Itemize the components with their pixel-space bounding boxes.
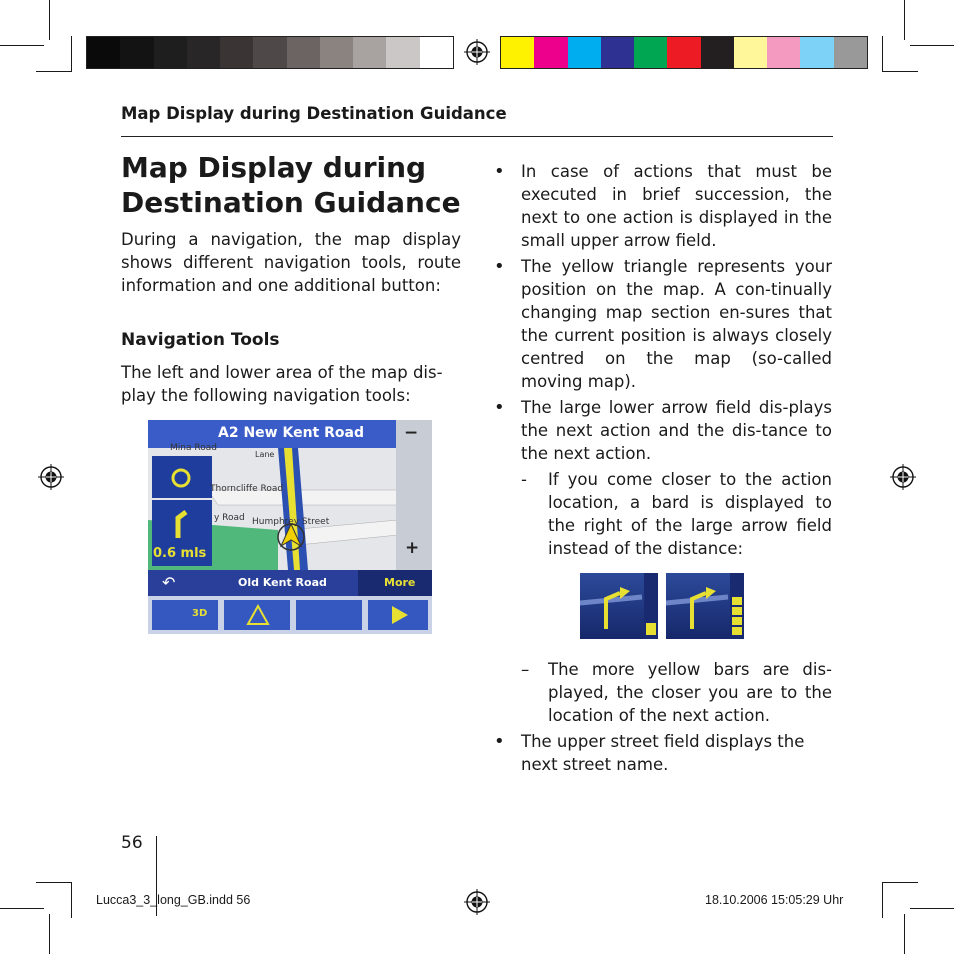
bullet-symbol: •	[494, 397, 505, 418]
top-street-field: A2 New Kent Road	[218, 425, 364, 441]
bullet-symbol: •	[494, 256, 505, 277]
bullet-symbol: •	[494, 161, 505, 182]
color-swatch	[534, 37, 567, 68]
section-heading: Navigation Tools	[121, 330, 280, 350]
map-label: Mina Road	[170, 443, 217, 453]
color-swatch	[834, 37, 867, 68]
gray-swatch	[154, 37, 187, 68]
crop-mark	[910, 908, 954, 909]
arrow-field-image	[580, 573, 658, 639]
color-swatch	[701, 37, 734, 68]
bullet-text: The yellow triangle represents your position on the map. A con-tinually changing map section en-sures that the current position is always closely centred on the map (so-called moving map).	[521, 257, 832, 391]
footer-file-info: Lucca3_3_long_GB.indd 56	[96, 893, 251, 907]
crop-mark	[882, 882, 918, 883]
intro-paragraph: During a navigation, the map display shows different navigation tools, route information and one additional button:	[121, 230, 461, 295]
gray-swatch	[120, 37, 153, 68]
list-item	[494, 160, 832, 252]
gray-swatch	[220, 37, 253, 68]
gray-swatch	[420, 37, 453, 68]
footer-timestamp: 18.10.2006 15:05:29 Uhr	[705, 893, 844, 907]
sub-list-item	[494, 658, 832, 727]
list-item	[494, 255, 832, 393]
registration-mark-icon	[464, 39, 490, 65]
crop-mark	[71, 36, 72, 72]
crop-mark	[882, 882, 883, 918]
crop-mark	[49, 0, 50, 40]
bullet-symbol: •	[494, 731, 505, 752]
dash-marker: -	[521, 470, 527, 489]
color-swatch	[734, 37, 767, 68]
list-item	[494, 730, 832, 776]
crop-mark	[904, 0, 905, 40]
sub-list-item	[494, 468, 832, 560]
gray-swatch	[320, 37, 353, 68]
crop-mark	[0, 45, 44, 46]
gray-swatch	[87, 37, 120, 68]
gray-calibration-bar	[86, 36, 454, 69]
bullet-text: The large lower arrow field dis-plays the next action and the dis-tance to the next action.	[521, 398, 832, 463]
color-swatch	[601, 37, 634, 68]
crop-mark	[36, 882, 72, 883]
bullet-text: In case of actions that must be executed in brief succession, the next to one action is displayed in the small upper arrow field.	[521, 162, 832, 250]
arrow-field-image	[666, 573, 744, 639]
bullet-list	[494, 160, 832, 563]
page-number: 56	[121, 833, 143, 853]
color-calibration-bar	[500, 36, 868, 69]
crop-mark	[36, 71, 72, 72]
turn-arrow-icon	[666, 573, 744, 639]
gray-swatch	[287, 37, 320, 68]
turn-arrow-icon	[580, 573, 658, 639]
tools-paragraph: The left and lower area of the map dis-play the following navigation tools:	[121, 363, 443, 405]
crop-mark	[910, 45, 954, 46]
distance-field: 0.6 mls	[153, 546, 207, 561]
navigation-screenshot	[148, 420, 432, 634]
sub-bullet-text: The more yellow bars are dis-played, the closer you are to the location of the next action.	[548, 660, 832, 725]
sub-bullet-text: If you come closer to the action location, a bard is displayed to the right of the large arrow field instead of the distance:	[548, 470, 832, 558]
bottom-street-field: Old Kent Road	[238, 576, 327, 589]
map-label: Thorncliffe Road	[210, 484, 284, 494]
3d-button[interactable]: 3D	[192, 608, 208, 619]
title-line-2: Destination Guidance	[121, 186, 461, 219]
crop-mark	[49, 914, 50, 954]
zoom-in-button[interactable]: +	[405, 538, 420, 558]
map-label: Humphrey Street	[252, 517, 330, 527]
zoom-out-button[interactable]: −	[404, 423, 419, 443]
gray-swatch	[353, 37, 386, 68]
page-title	[121, 150, 461, 220]
back-icon[interactable]: ↶	[162, 573, 176, 592]
color-swatch	[501, 37, 534, 68]
color-swatch	[767, 37, 800, 68]
crop-mark	[71, 882, 72, 918]
bullet-list-continued	[494, 658, 832, 779]
more-button[interactable]: More	[384, 576, 416, 589]
color-swatch	[634, 37, 667, 68]
dash-marker: –	[521, 660, 530, 679]
map-label: Lane	[255, 450, 275, 459]
gray-swatch	[253, 37, 286, 68]
registration-mark-icon	[38, 464, 64, 490]
registration-mark-icon	[890, 464, 916, 490]
color-swatch	[667, 37, 700, 68]
crop-mark	[882, 36, 883, 72]
color-swatch	[568, 37, 601, 68]
crop-mark	[0, 908, 44, 909]
gray-swatch	[187, 37, 220, 68]
crop-mark	[904, 914, 905, 954]
map-label: y Road	[214, 513, 245, 523]
title-line-1: Map Display during	[121, 151, 427, 184]
registration-mark-icon	[464, 889, 490, 915]
running-header: Map Display during Destination Guidance	[121, 104, 507, 123]
list-item	[494, 396, 832, 465]
color-swatch	[800, 37, 833, 68]
crop-mark	[882, 71, 918, 72]
header-rule	[121, 136, 833, 137]
gray-swatch	[386, 37, 419, 68]
bullet-text: The upper street field displays the next street name.	[521, 732, 805, 774]
